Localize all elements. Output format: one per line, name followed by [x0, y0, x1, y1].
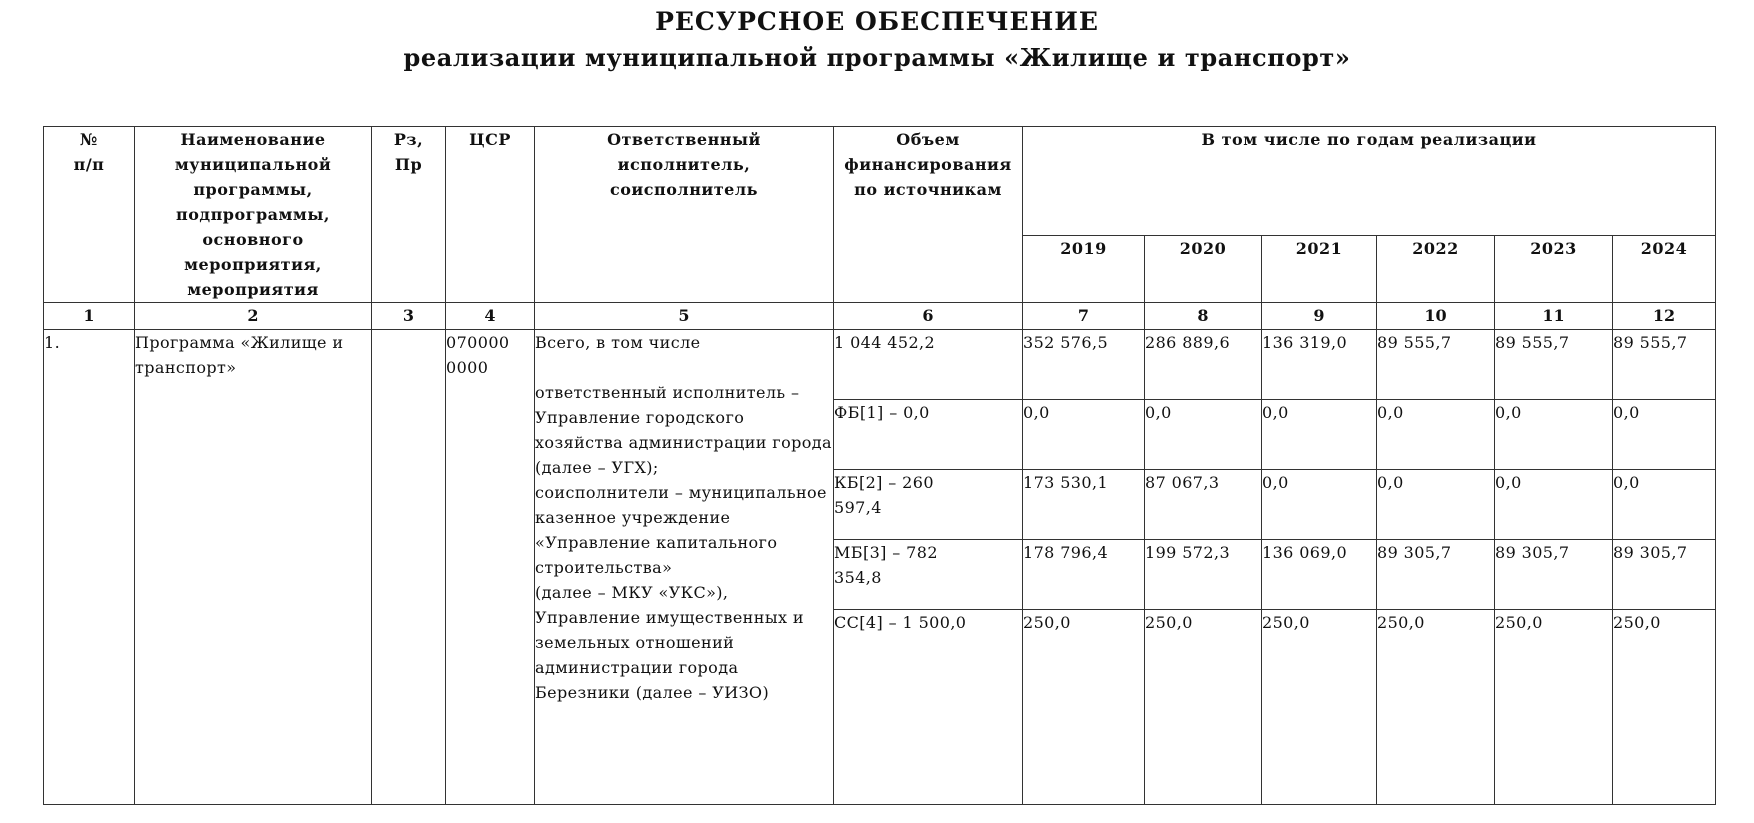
header-year: 2024 [1613, 236, 1716, 303]
row-num: 1. [44, 330, 135, 805]
year-value: 0,0 [1145, 400, 1262, 470]
header-year: 2022 [1377, 236, 1495, 303]
source-label: 1 044 452,2 [834, 330, 1023, 400]
year-value: 136 319,0 [1262, 330, 1377, 400]
year-value: 89 305,7 [1613, 540, 1716, 610]
source-label: МБ[3] – 782 354,8 [834, 540, 1023, 610]
header-num: № п/п [44, 127, 135, 303]
year-value: 199 572,3 [1145, 540, 1262, 610]
column-number: 2 [135, 303, 372, 330]
header-volume: Объем финансирования по источникам [834, 127, 1023, 303]
source-label: СС[4] – 1 500,0 [834, 610, 1023, 805]
year-value: 286 889,6 [1145, 330, 1262, 400]
header-year: 2020 [1145, 236, 1262, 303]
year-value: 352 576,5 [1023, 330, 1145, 400]
column-number: 7 [1023, 303, 1145, 330]
header-rz-pr: Рз, Пр [372, 127, 446, 303]
year-value: 250,0 [1377, 610, 1495, 805]
source-label: ФБ[1] – 0,0 [834, 400, 1023, 470]
column-number: 6 [834, 303, 1023, 330]
year-value: 89 305,7 [1377, 540, 1495, 610]
year-value: 0,0 [1495, 470, 1613, 540]
row-csr: 070000 0000 [446, 330, 535, 805]
column-number: 4 [446, 303, 535, 330]
column-number: 12 [1613, 303, 1716, 330]
year-value: 0,0 [1495, 400, 1613, 470]
row-rz-pr [372, 330, 446, 805]
year-value: 89 305,7 [1495, 540, 1613, 610]
column-numbers-row [44, 303, 1716, 330]
header-years-group: В том числе по годам реализации [1023, 127, 1716, 236]
column-number: 5 [535, 303, 834, 330]
year-value: 250,0 [1495, 610, 1613, 805]
year-value: 87 067,3 [1145, 470, 1262, 540]
year-value: 0,0 [1377, 400, 1495, 470]
header-name: Наименование муниципальной программы, подпрограммы, основного мероприятия, мероприятия [135, 127, 372, 303]
document-subtitle: реализации муниципальной программы «Жилище и транспорт» [403, 43, 1351, 72]
year-value: 173 530,1 [1023, 470, 1145, 540]
column-number: 3 [372, 303, 446, 330]
year-value: 0,0 [1023, 400, 1145, 470]
header-row-main [44, 127, 1716, 236]
year-value: 0,0 [1613, 400, 1716, 470]
year-value: 250,0 [1023, 610, 1145, 805]
column-number: 11 [1495, 303, 1613, 330]
resource-table [43, 126, 1716, 805]
header-year: 2021 [1262, 236, 1377, 303]
year-value: 250,0 [1613, 610, 1716, 805]
year-value: 250,0 [1145, 610, 1262, 805]
column-number: 8 [1145, 303, 1262, 330]
year-value: 136 069,0 [1262, 540, 1377, 610]
year-value: 0,0 [1262, 400, 1377, 470]
year-value: 0,0 [1377, 470, 1495, 540]
year-value: 178 796,4 [1023, 540, 1145, 610]
row-program-name: Программа «Жилище и транспорт» [135, 330, 372, 805]
column-number: 9 [1262, 303, 1377, 330]
header-csr: ЦСР [446, 127, 535, 303]
document-title: РЕСУРСНОЕ ОБЕСПЕЧЕНИЕ [655, 7, 1099, 36]
header-year: 2023 [1495, 236, 1613, 303]
year-value: 89 555,7 [1495, 330, 1613, 400]
header-executor: Ответственный исполнитель, соисполнитель [535, 127, 834, 303]
source-label: КБ[2] – 260 597,4 [834, 470, 1023, 540]
year-value: 250,0 [1262, 610, 1377, 805]
column-number: 10 [1377, 303, 1495, 330]
column-number: 1 [44, 303, 135, 330]
year-value: 0,0 [1613, 470, 1716, 540]
year-value: 89 555,7 [1613, 330, 1716, 400]
year-value: 89 555,7 [1377, 330, 1495, 400]
document-heading [0, 4, 1754, 76]
year-value: 0,0 [1262, 470, 1377, 540]
table-row-total [44, 330, 1716, 400]
header-year: 2019 [1023, 236, 1145, 303]
row-executor: Всего, в том числе ответственный исполнитель – Управление городского хозяйства администрации города (далее – УГХ); соисполнители – муниципальное казенное учреждение «Управление капитального строительства» (далее – МКУ «УКС»), Управление имущественных и земельных отношений администрации города Березники (далее – УИЗО) [535, 330, 834, 805]
